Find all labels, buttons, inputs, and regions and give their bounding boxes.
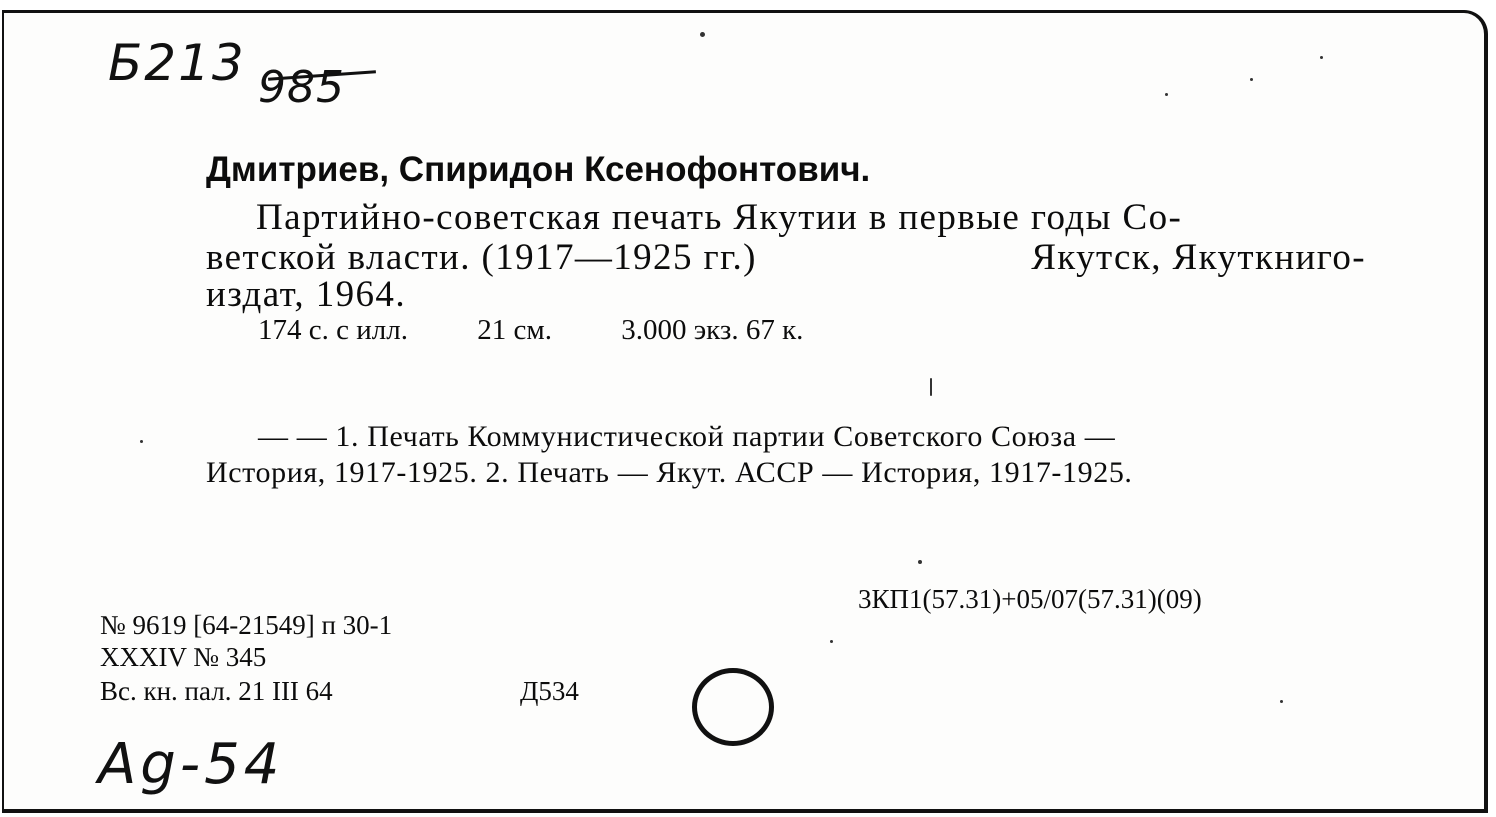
handwritten-note: Аg-54: [98, 732, 284, 797]
title-line-3: издат, 1964.: [206, 274, 406, 315]
speck: [830, 640, 833, 643]
speck: [1280, 700, 1283, 703]
classification-code: 3КП1(57.31)+05/07(57.31)(09): [858, 584, 1202, 614]
speck: [1250, 78, 1253, 81]
record-number: № 9619 [64-21549] п 30-1: [100, 610, 393, 640]
speck: [700, 32, 705, 37]
speck: [1320, 56, 1323, 59]
title-line-1: Партийно-советская печать Якутии в первые годы Со-: [256, 197, 1183, 238]
punch-hole: [692, 668, 774, 746]
collation-size: 21 см.: [477, 314, 552, 346]
record-chamber: [100, 676, 579, 707]
collation-pages: 174 с. с илл.: [258, 314, 408, 346]
record-chamber-date: Вс. кн. пал. 21 III 64: [100, 676, 333, 706]
subject-line-1: — — 1. Печать Коммунистической партии Советского Союза —: [258, 420, 1116, 453]
title-line-2-left: ветской власти. (1917—1925 гг.): [206, 237, 757, 278]
speck: [930, 378, 932, 396]
collation-edition-price: 3.000 экз. 67 к.: [621, 314, 804, 346]
author-heading: Дмитриев, Спиридон Ксенофонтович.: [206, 150, 871, 189]
speck: [918, 560, 922, 564]
shelfmark-bottom: 985: [258, 62, 345, 113]
subject-line-2: История, 1917-1925. 2. Печать — Якут. АССР — История, 1917-1925.: [206, 456, 1133, 489]
speck: [140, 440, 143, 443]
speck: [1165, 93, 1168, 96]
price-code: Д534: [520, 676, 579, 706]
shelfmark-top: Б213: [108, 34, 246, 92]
record-volume: XXXIV № 345: [100, 642, 267, 672]
publisher-place: Якутск, Якуткниго-: [1031, 237, 1366, 278]
collation: [258, 314, 803, 347]
